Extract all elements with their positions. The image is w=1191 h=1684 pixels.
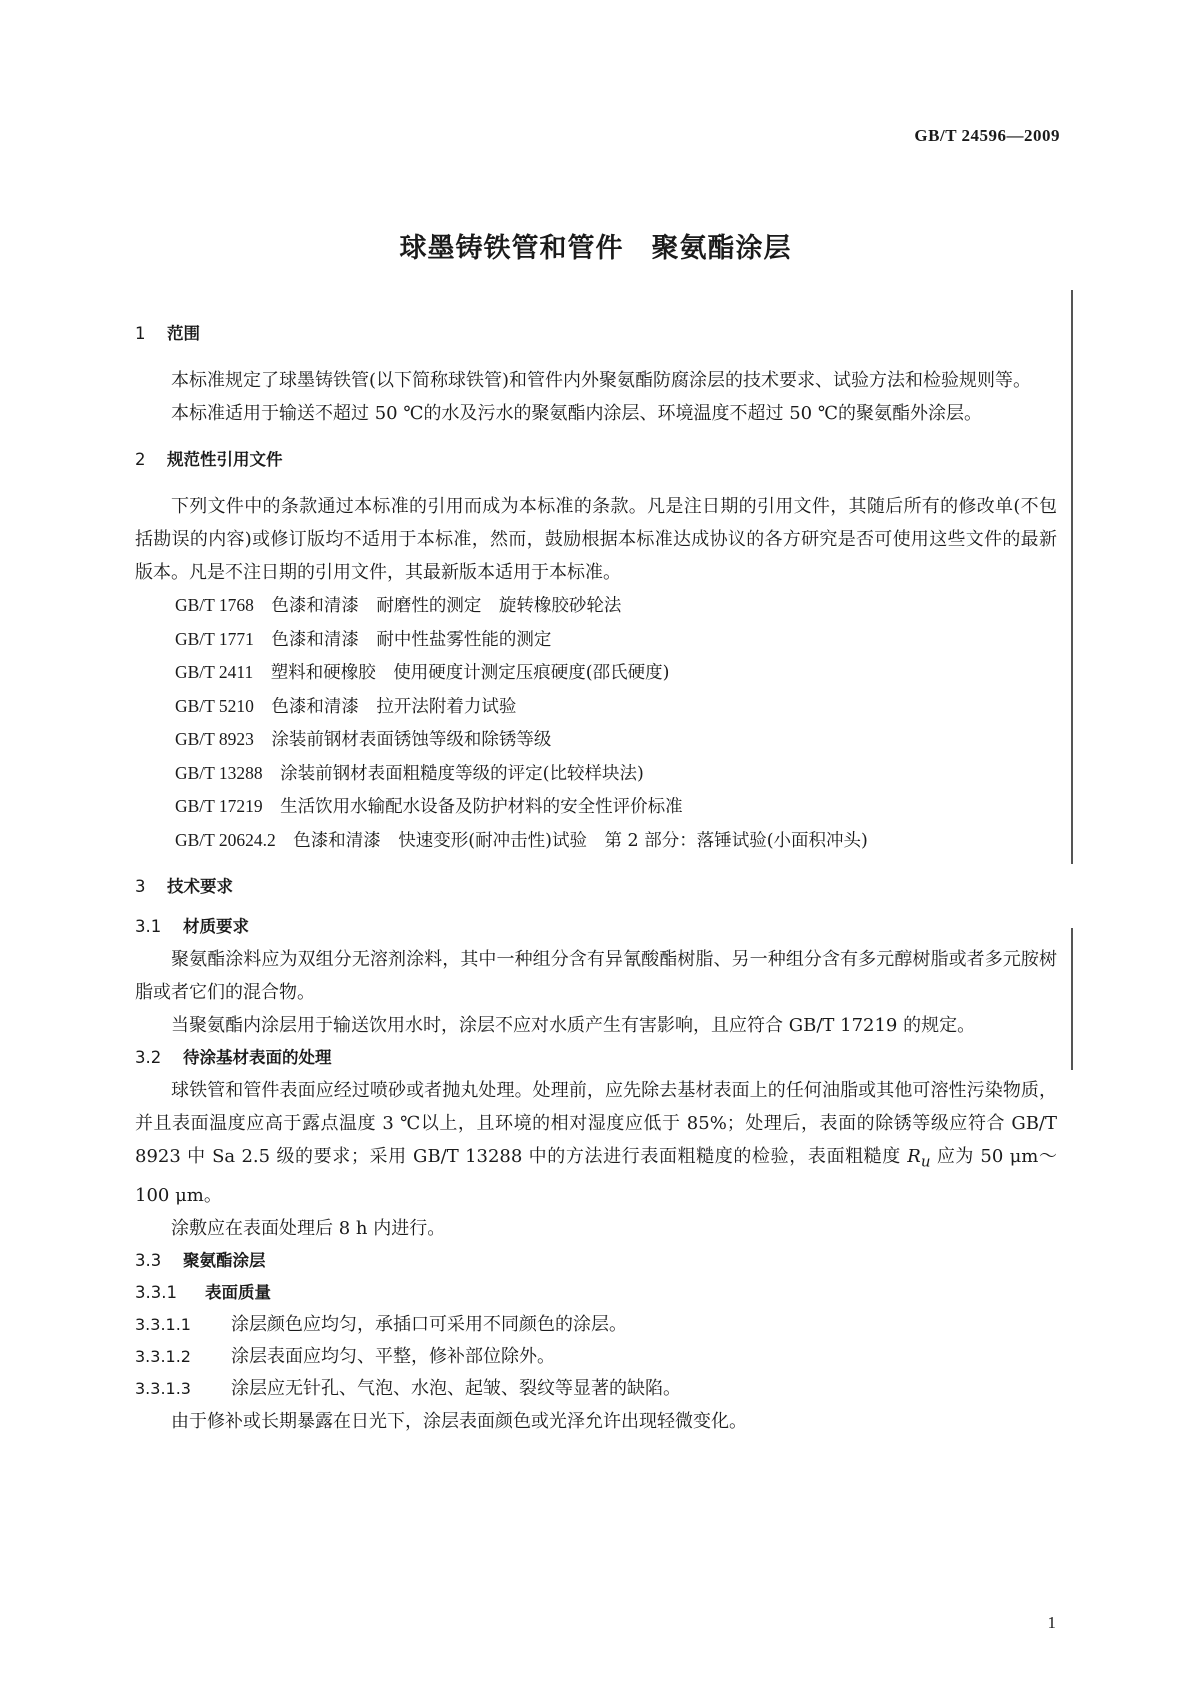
standard-code: GB/T 24596—2009 (914, 126, 1060, 145)
reference-item: GB/T 8923 涂装前钢材表面锈蚀等级和除锈等级 (175, 729, 552, 750)
paragraph: 下列文件中的条款通过本标准的引用而成为本标准的条款。凡是注日期的引用文件，其随后所有的修改单(不包括勘误的内容)或修订版均不适用于本标准，然而，鼓励根据本标准达成协议的各方研究是否可使用这些文件的最新版本。凡是不注日期的引用文件，其最新版本适用于本标准。 (135, 496, 1057, 583)
section-3-2-heading: 3.2 待涂基材表面的处理 (135, 1048, 332, 1067)
page-number: 1 (1047, 1613, 1056, 1632)
paragraph: 当聚氨酯内涂层用于输送饮用水时，涂层不应对水质产生有害影响，且应符合 GB/T 17219 的规定。 (171, 1015, 976, 1036)
reference-item: GB/T 20624.2 色漆和清漆 快速变形(耐冲击性)试验 第 2 部分：落锤试验(小面积冲头) (175, 829, 868, 851)
clause-item: 3.3.1.1 涂层颜色应均匀，承插口可采用不同颜色的涂层。 (135, 1313, 627, 1335)
reference-item: GB/T 5210 色漆和清漆 拉开法附着力试验 (175, 695, 517, 717)
paragraph: 本标准适用于输送不超过 50 ℃的水及污水的聚氨酯内涂层、环境温度不超过 50 ℃的聚氨酯外涂层。 (171, 403, 982, 424)
paragraph: 聚氨酯涂料应为双组分无溶剂涂料，其中一种组分含有异氰酸酯树脂、另一种组分含有多元醇树脂或者多元胺树脂或者它们的混合物。 (135, 949, 1057, 1003)
reference-item: GB/T 13288 涂装前钢材表面粗糙度等级的评定(比较样块法) (175, 762, 644, 784)
paragraph: 本标准规定了球墨铸铁管(以下简称球铁管)和管件内外聚氨酯防腐涂层的技术要求、试验方法和检验规则等。 (171, 370, 1032, 391)
change-bar (1071, 290, 1073, 864)
document-title: 球墨铸铁管和管件 聚氨酯涂层 (399, 233, 792, 264)
reference-item: GB/T 2411 塑料和硬橡胶 使用硬度计测定压痕硬度(邵氏硬度) (175, 662, 670, 683)
change-bar (1071, 928, 1073, 1070)
section-2-heading: 2 规范性引用文件 (135, 450, 283, 469)
reference-item: GB/T 1771 色漆和清漆 耐中性盐雾性能的测定 (175, 628, 552, 650)
paragraph: 涂敷应在表面处理后 8 h 内进行。 (171, 1217, 446, 1239)
clause-item: 3.3.1.3 涂层应无针孔、气泡、水泡、起皱、裂纹等显著的缺陷。 (135, 1377, 681, 1399)
paragraph: 由于修补或长期暴露在日光下，涂层表面颜色或光泽允许出现轻微变化。 (171, 1410, 747, 1432)
clause-item: 3.3.1.2 涂层表面应均匀、平整，修补部位除外。 (135, 1345, 555, 1367)
section-3-3-1-heading: 3.3.1 表面质量 (135, 1282, 271, 1302)
reference-item: GB/T 17219 生活饮用水输配水设备及防护材料的安全性评价标准 (175, 796, 683, 817)
section-1-heading: 1 范围 (135, 324, 200, 343)
section-3-heading: 3 技术要求 (135, 877, 233, 896)
document-body (135, 318, 1057, 1438)
paragraph: 球铁管和管件表面应经过喷砂或者抛丸处理。处理前，应先除去基材表面上的任何油脂或其他可溶性污染物质，并且表面温度应高于露点温度 3 ℃以上，且环境的相对湿度应低于 85%；处理后，表面的除锈等级应符合 GB/T 8923 中 Sa 2.5 级的要求；采用 GB/T 13288 中的方法进行表面粗糙度的检验，表面粗糙度 $R_u$ 应为 50 μm～100 μm。 (135, 1080, 1057, 1206)
reference-item: GB/T 1768 色漆和清漆 耐磨性的测定 旋转橡胶砂轮法 (175, 595, 622, 616)
section-3-3-heading: 3.3 聚氨酯涂层 (135, 1250, 266, 1270)
section-3-1-heading: 3.1 材质要求 (135, 917, 249, 936)
